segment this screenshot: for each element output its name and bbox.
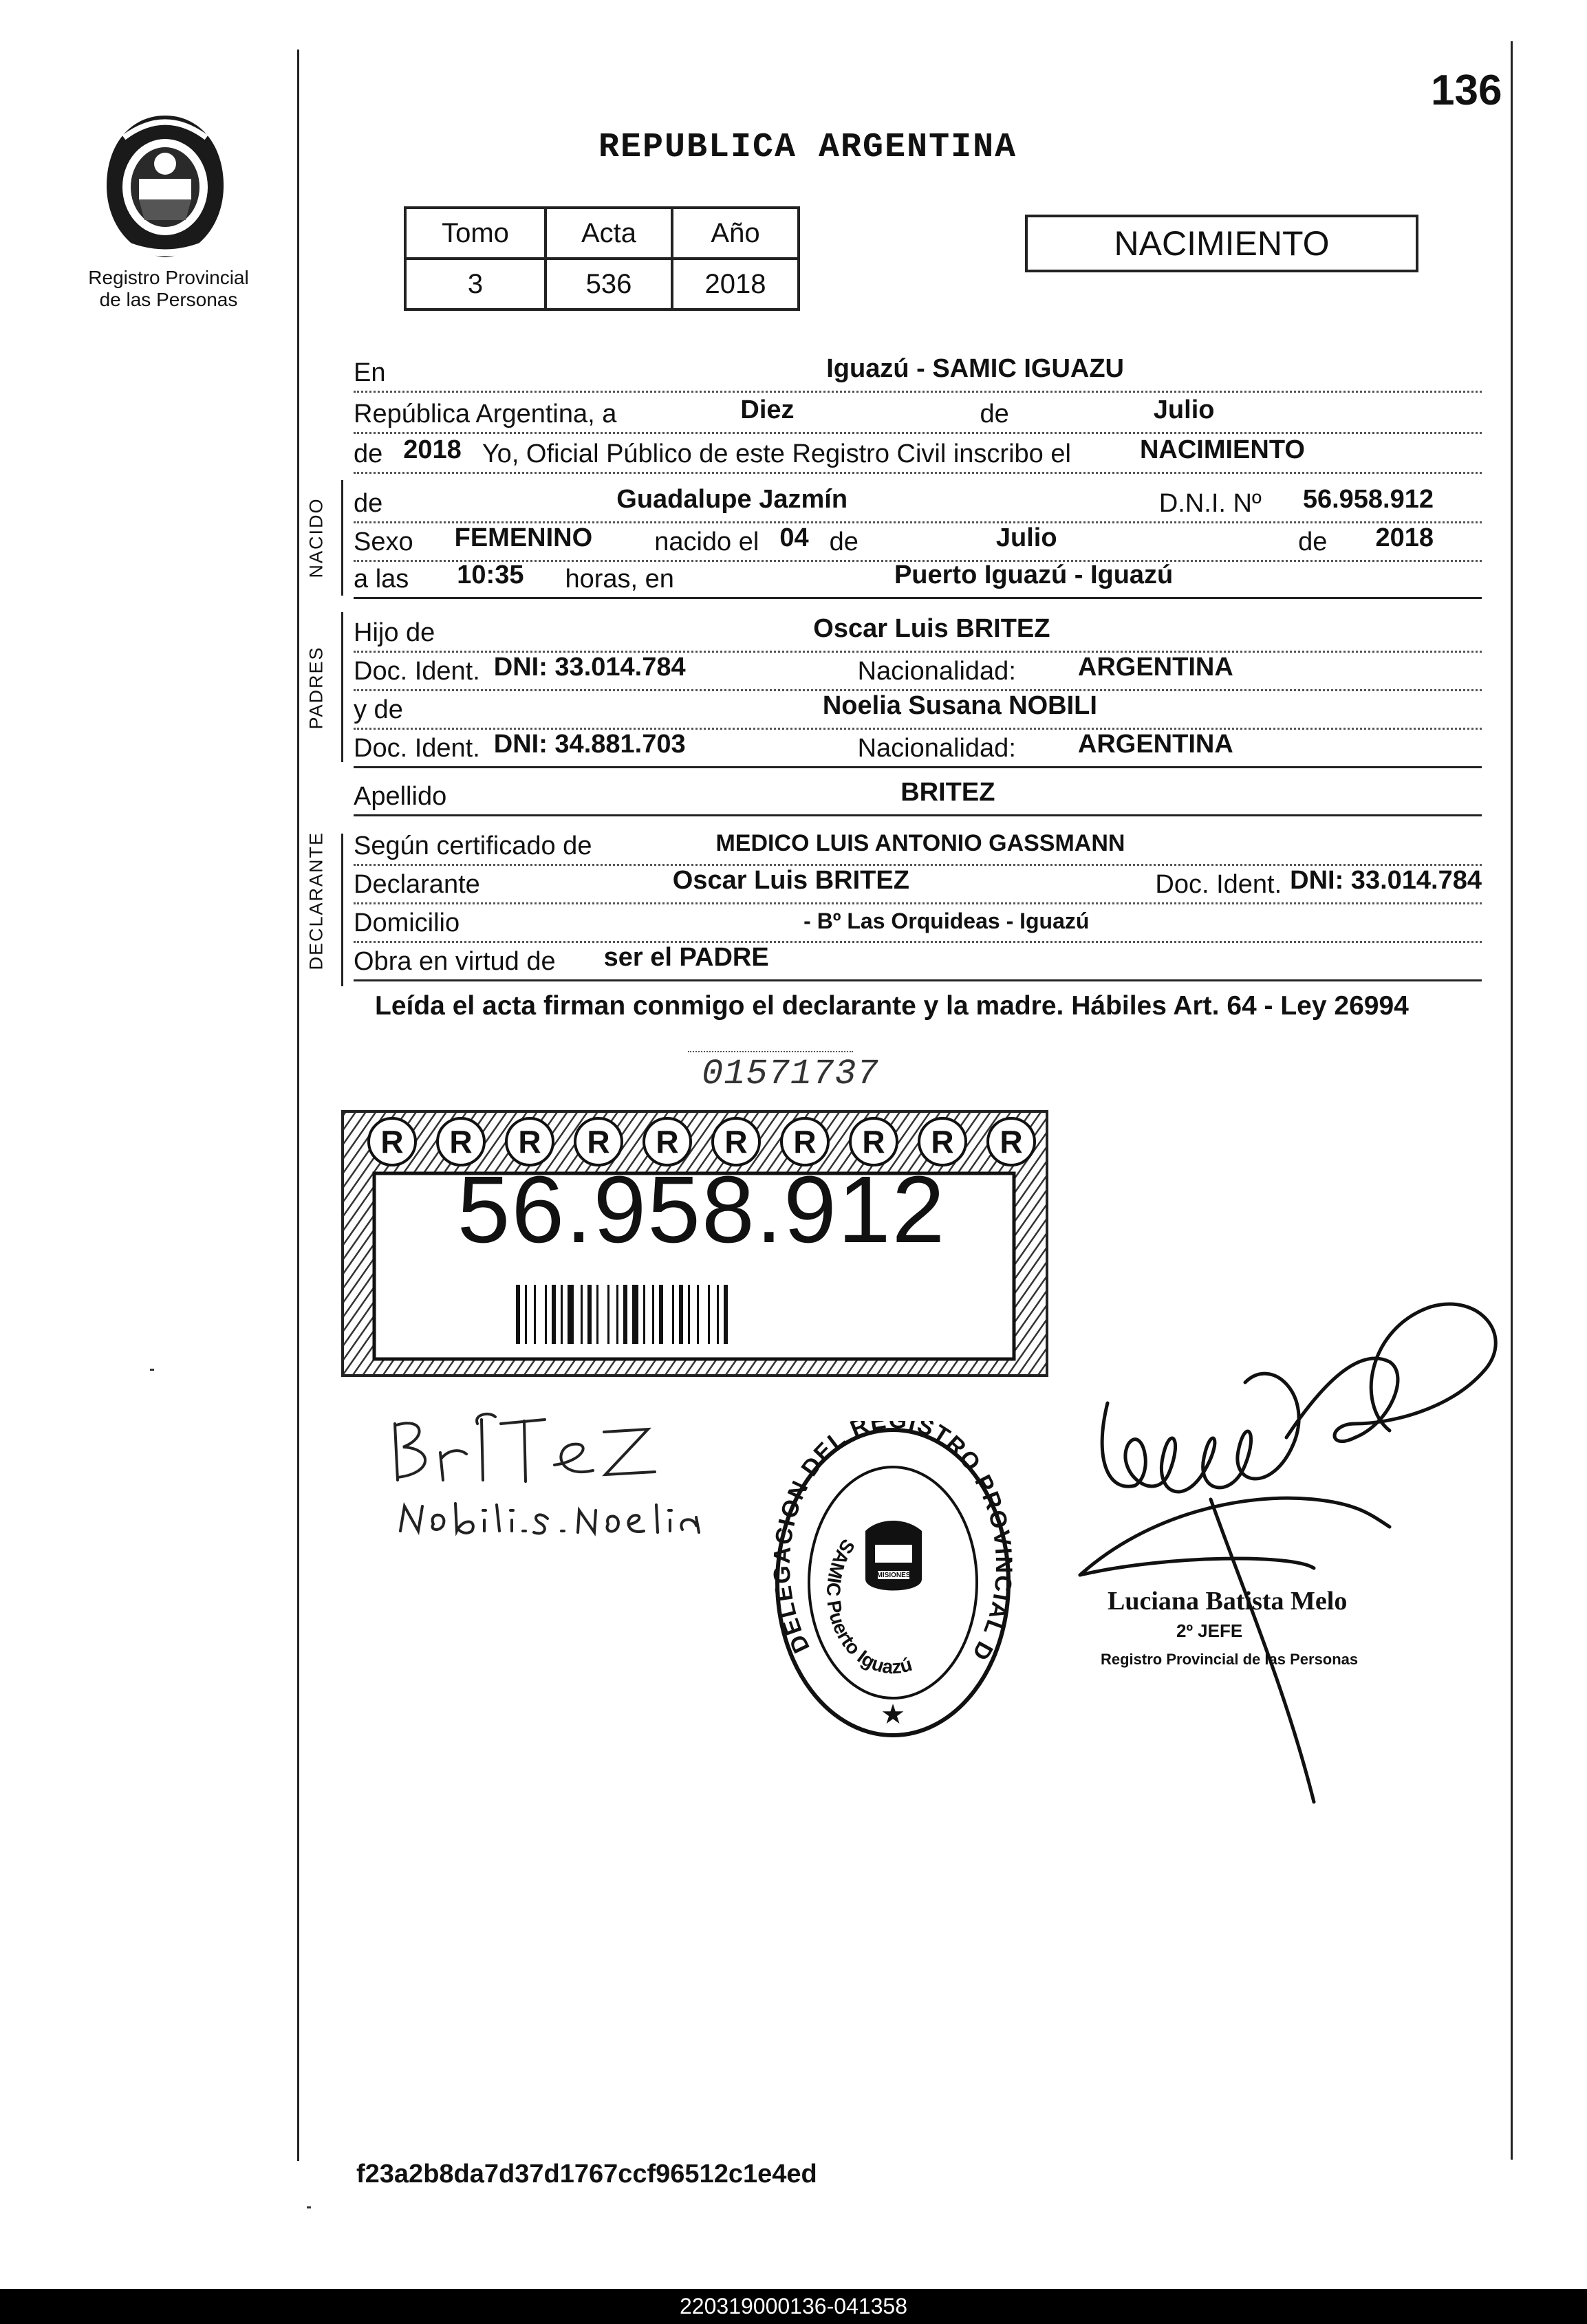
province-emblem bbox=[96, 110, 234, 261]
serial-rule bbox=[688, 1051, 853, 1052]
row-apellido bbox=[354, 774, 1482, 816]
child-name: Guadalupe Jazmín bbox=[616, 485, 848, 514]
label-dni: D.N.I. Nº bbox=[1158, 489, 1262, 518]
section-nacido-label: NACIDO bbox=[305, 497, 327, 578]
value-acta: 536 bbox=[546, 259, 672, 309]
label-a-las: a las bbox=[354, 565, 409, 594]
official-signature bbox=[1066, 1266, 1548, 1829]
father-doc: DNI: 33.014.784 bbox=[493, 653, 686, 682]
closing-text: Leída el acta firman conmigo el declarante y la madre. Hábiles Art. 64 - Ley 26994 bbox=[375, 991, 1409, 1021]
declarant-name: Oscar Luis BRITEZ bbox=[672, 866, 909, 895]
surname: BRITEZ bbox=[900, 778, 995, 807]
row-inscribo bbox=[354, 432, 1482, 474]
official-office: Registro Provincial de las Personas bbox=[1101, 1651, 1359, 1668]
row-nacido-name bbox=[354, 481, 1482, 523]
label-de-birth-month: de bbox=[829, 528, 859, 556]
registry-caption-line1: Registro Provincial bbox=[88, 267, 249, 288]
mother-name: Noelia Susana NOBILI bbox=[822, 691, 1097, 720]
barcode-bar bbox=[724, 1285, 728, 1344]
row-place bbox=[354, 351, 1482, 393]
barcode-bar bbox=[708, 1285, 710, 1344]
barcode-bar bbox=[623, 1285, 627, 1344]
seal-inner-text: SAMIC Puerto Iguazú bbox=[822, 1535, 915, 1678]
value-tomo: 3 bbox=[405, 259, 546, 309]
mother-nationality: ARGENTINA bbox=[1077, 730, 1233, 759]
label-mother-doc: Doc. Ident. bbox=[354, 734, 480, 763]
label-obra: Obra en virtud de bbox=[354, 947, 556, 976]
label-horas-en: horas, en bbox=[565, 565, 674, 594]
barcode-bar bbox=[607, 1285, 609, 1344]
label-de-name: de bbox=[354, 489, 383, 518]
nacido-bracket bbox=[341, 480, 343, 596]
header-acta: Acta bbox=[546, 208, 672, 259]
seal-emblem bbox=[865, 1521, 922, 1591]
row-mother-doc bbox=[354, 726, 1482, 768]
barcode-bar bbox=[516, 1285, 520, 1344]
birth-day: 04 bbox=[779, 523, 809, 552]
row-father-doc bbox=[354, 649, 1482, 691]
svg-text:R: R bbox=[380, 1124, 404, 1160]
barcode-bar bbox=[688, 1285, 690, 1344]
header-tomo: Tomo bbox=[405, 208, 546, 259]
label-en: En bbox=[354, 358, 386, 387]
label-father-nationality: Nacionalidad: bbox=[857, 657, 1016, 686]
svg-text:R: R bbox=[931, 1124, 954, 1160]
stray-mark bbox=[307, 2206, 311, 2208]
label-mother-nationality: Nacionalidad: bbox=[857, 734, 1016, 763]
barcode-bar bbox=[534, 1285, 536, 1344]
label-hijo-de: Hijo de bbox=[354, 618, 435, 647]
barcode-bar bbox=[545, 1285, 547, 1344]
label-de-month: de bbox=[980, 400, 1009, 428]
declarant-reason: ser el PADRE bbox=[603, 943, 769, 972]
record-table bbox=[404, 206, 800, 311]
svg-text:R: R bbox=[724, 1124, 748, 1160]
svg-text:R: R bbox=[449, 1124, 473, 1160]
registry-caption-line2: de las Personas bbox=[99, 289, 238, 310]
child-dni: 56.958.912 bbox=[1302, 485, 1434, 514]
birth-month: Julio bbox=[995, 523, 1057, 552]
record-event: NACIMIENTO bbox=[1139, 435, 1305, 464]
record-day: Diez bbox=[740, 395, 795, 424]
barcode-bar bbox=[616, 1285, 618, 1344]
row-hijo-de bbox=[354, 611, 1482, 653]
barcode-bar bbox=[679, 1285, 683, 1344]
page-number: 136 bbox=[1431, 67, 1502, 114]
label-father-doc: Doc. Ident. bbox=[354, 657, 480, 686]
row-segun bbox=[354, 824, 1482, 866]
label-domicilio: Domicilio bbox=[354, 909, 460, 937]
barcode-bar bbox=[652, 1285, 654, 1344]
svg-text:R: R bbox=[587, 1124, 610, 1160]
svg-text:R: R bbox=[1000, 1124, 1023, 1160]
address: - Bº Las Orquideas - Iguazú bbox=[803, 909, 1090, 933]
handwritten-names bbox=[385, 1389, 743, 1568]
barcode-bar bbox=[587, 1285, 592, 1344]
birth-time: 10:35 bbox=[457, 561, 524, 589]
row-nacido-hora bbox=[354, 557, 1482, 599]
serial-number: 01571737 bbox=[702, 1054, 879, 1094]
label-declarante: Declarante bbox=[354, 870, 480, 899]
label-republica: República Argentina, a bbox=[354, 400, 617, 428]
stray-mark bbox=[150, 1369, 154, 1371]
mother-doc: DNI: 34.881.703 bbox=[493, 730, 686, 759]
row-obra bbox=[354, 940, 1482, 981]
record-type-box: NACIMIENTO bbox=[1025, 215, 1418, 272]
row-declarante bbox=[354, 862, 1482, 904]
official-name: Luciana Batista Melo bbox=[1108, 1587, 1348, 1616]
label-segun: Según certificado de bbox=[354, 832, 592, 860]
section-declarante-label: DECLARANTE bbox=[305, 831, 327, 970]
barcode-bar bbox=[632, 1285, 638, 1344]
official-title: 2º JEFE bbox=[1176, 1620, 1243, 1641]
seal-emblem-text: MISIONES bbox=[876, 1572, 911, 1579]
row-domicilio bbox=[354, 901, 1482, 943]
barcode-bar bbox=[672, 1285, 674, 1344]
svg-text:R: R bbox=[862, 1124, 885, 1160]
dni-big-number: 56.958.912 bbox=[457, 1157, 947, 1263]
barcode-bar bbox=[697, 1285, 699, 1344]
label-apellido: Apellido bbox=[354, 782, 447, 811]
right-margin-line bbox=[1511, 41, 1513, 2160]
label-de-birth-year: de bbox=[1298, 528, 1328, 556]
barcode-bar bbox=[581, 1285, 583, 1344]
svg-text:R: R bbox=[518, 1124, 541, 1160]
label-de-year: de bbox=[354, 439, 383, 468]
document-hash: f23a2b8da7d37d1767ccf96512c1e4ed bbox=[356, 2160, 817, 2189]
label-inscribo: Yo, Oficial Público de este Registro Civil inscribo el bbox=[482, 439, 1071, 468]
record-year: 2018 bbox=[403, 435, 462, 464]
barcode-bar bbox=[596, 1285, 598, 1344]
declarante-bracket bbox=[341, 834, 343, 986]
place-location: Iguazú - SAMIC IGUAZU bbox=[826, 354, 1124, 383]
certificate-issuer: MEDICO LUIS ANTONIO GASSMANN bbox=[715, 830, 1125, 856]
row-date bbox=[354, 392, 1482, 434]
barcode-bar bbox=[643, 1285, 645, 1344]
barcode-bar bbox=[568, 1285, 574, 1344]
label-sexo: Sexo bbox=[354, 528, 413, 556]
left-margin-line bbox=[297, 50, 299, 2161]
document-id: 220319000136-041358 bbox=[680, 2294, 907, 2318]
seal-outer-text: DELEGACION DEL RE ISTRO PROVINCIAL D bbox=[769, 1421, 1017, 1666]
label-nacido-el: nacido el bbox=[654, 528, 759, 556]
padres-bracket bbox=[341, 612, 343, 762]
barcode-bar bbox=[552, 1285, 556, 1344]
svg-text:R: R bbox=[656, 1124, 679, 1160]
registry-caption bbox=[76, 267, 261, 311]
svg-text:R: R bbox=[793, 1124, 817, 1160]
country-title: REPUBLICA ARGENTINA bbox=[598, 128, 1017, 167]
birth-place: Puerto Iguazú - Iguazú bbox=[894, 561, 1174, 589]
barcode-bar bbox=[561, 1285, 563, 1344]
row-nacido-sexo bbox=[354, 520, 1482, 562]
official-seal bbox=[769, 1421, 1017, 1744]
header-ano: Año bbox=[672, 208, 799, 259]
birth-year: 2018 bbox=[1375, 523, 1434, 552]
label-y-de: y de bbox=[354, 695, 403, 724]
value-ano: 2018 bbox=[672, 259, 799, 309]
barcode-bar bbox=[717, 1285, 719, 1344]
barcode-bar bbox=[659, 1285, 663, 1344]
child-sex: FEMENINO bbox=[454, 523, 593, 552]
seal-star-icon: ★ bbox=[881, 1699, 905, 1730]
barcode-bar bbox=[525, 1285, 527, 1344]
record-month: Julio bbox=[1153, 395, 1215, 424]
label-declarant-doc: Doc. Ident. bbox=[1155, 870, 1282, 899]
father-name: Oscar Luis BRITEZ bbox=[813, 614, 1050, 643]
section-padres-label: PADRES bbox=[305, 646, 327, 730]
footer-bar bbox=[0, 2289, 1587, 2324]
father-nationality: ARGENTINA bbox=[1077, 653, 1233, 682]
declarant-doc: DNI: 33.014.784 bbox=[1290, 866, 1482, 895]
row-y-de bbox=[354, 688, 1482, 730]
